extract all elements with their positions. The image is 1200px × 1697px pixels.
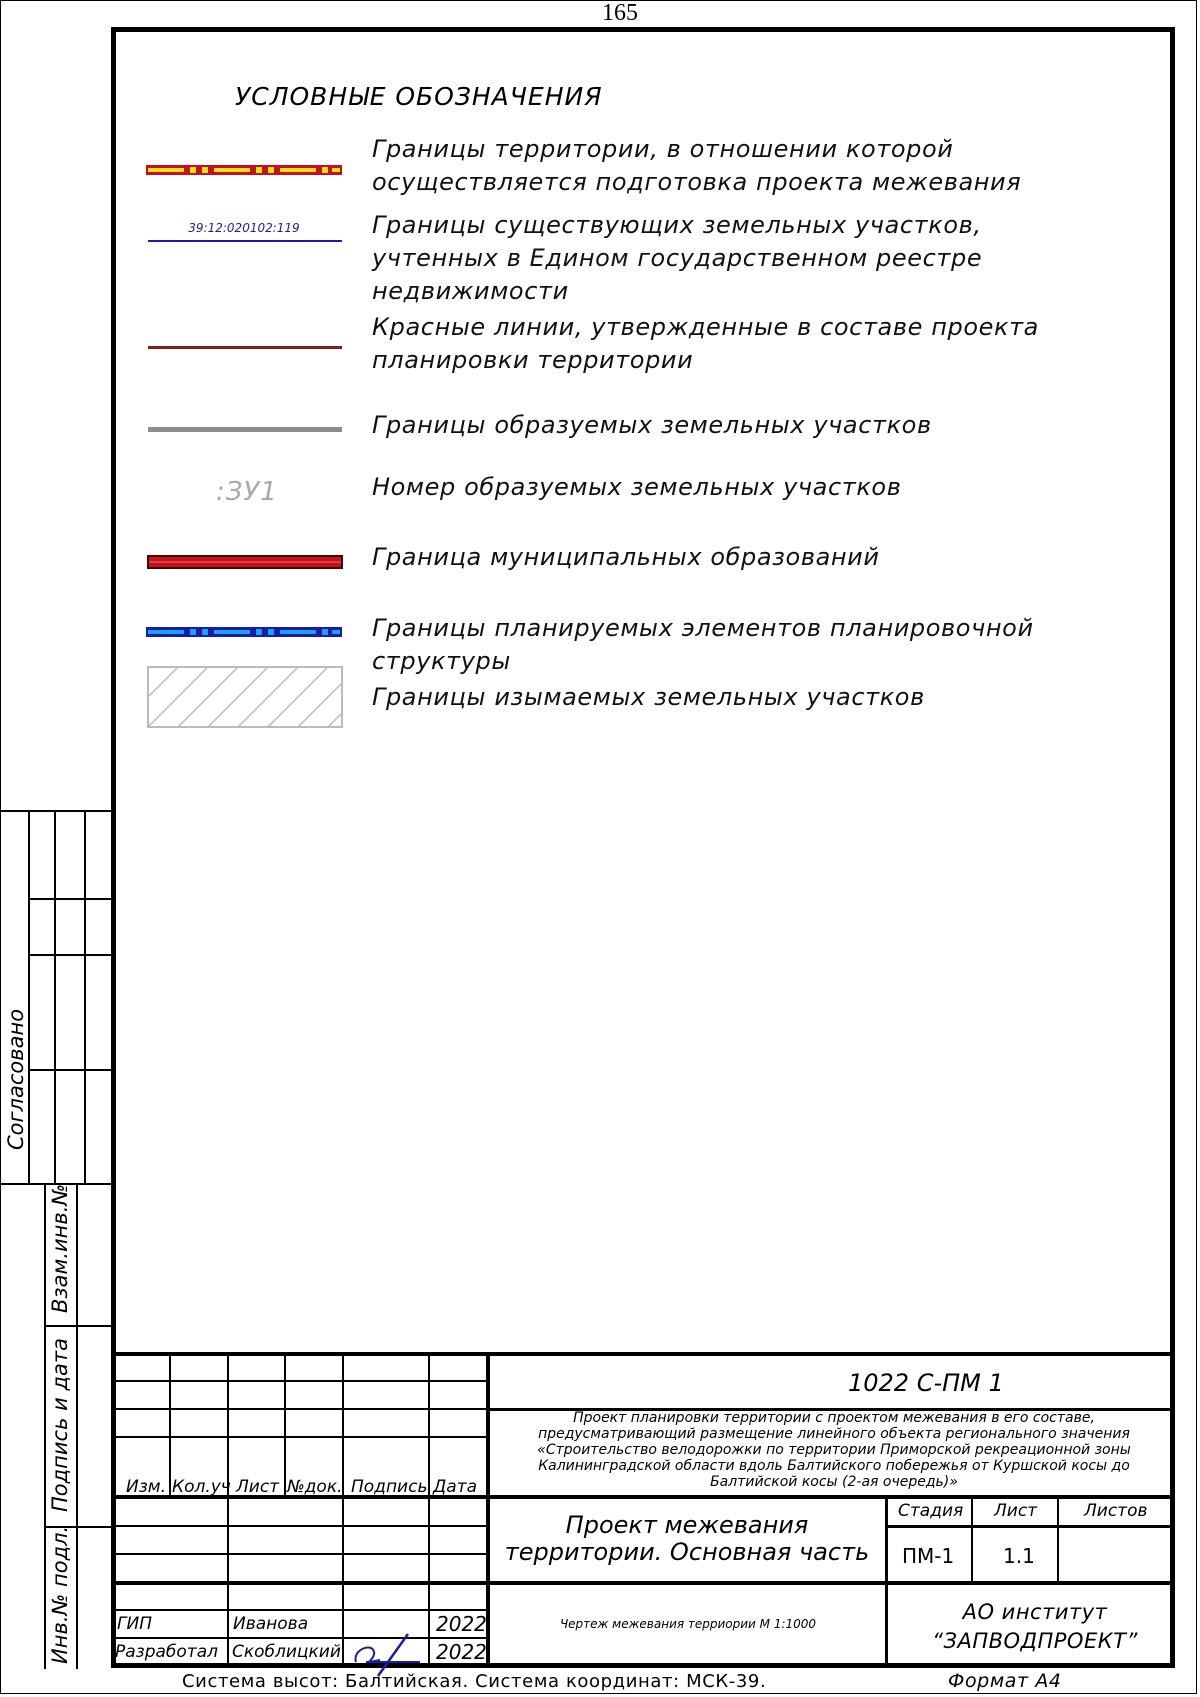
legend-item-planning-elements: Границы планируемых элементов планировочной структуры (372, 614, 1034, 675)
planning-elements-symbol (146, 626, 342, 638)
sheet-value: 1.1 (1003, 1544, 1035, 1568)
hdr-izm: Изм. (126, 1477, 166, 1497)
signer-name-dev: Скоблицкий (232, 1642, 341, 1662)
hdr-data: Дата (433, 1477, 478, 1497)
legend-item-territory-boundary: Границы территории, в отношении которой осуществляется подготовка проекта межевания (372, 135, 1022, 196)
withdrawn-plots-symbol (147, 666, 343, 728)
doc-title: Проект межевания территории. Основная часть (504, 1511, 870, 1566)
legend-item-formed-plots: Границы образуемых земельных участков (372, 411, 932, 439)
signer-role-gip: ГИП (117, 1614, 152, 1634)
replaced-inv-label: Взам.инв.№ (48, 1183, 72, 1313)
plot-number-sample: :ЗУ1 (216, 477, 278, 507)
legend-item-plot-number: Номер образуемых земельных участков (372, 473, 902, 501)
project-description: Проект планировки территории с проектом межевания в его составе, предусматривающий размещение линейного объекта регионального значения «Строительство велодорожки по территории Приморской рекреационной зоны Калининградской области вдоль Балтийского побережья от Куршской косы до Балтийской косы (2-ая очередь)» (537, 1410, 1131, 1490)
footer-format: Формат А4 (948, 1670, 1062, 1692)
stage-value: ПМ-1 (902, 1544, 955, 1568)
municipal-boundary-symbol (147, 555, 343, 569)
signer-name-gip: Иванова (233, 1614, 309, 1634)
footer-systems: Система высот: Балтийская. Система координат: МСК-39. (182, 1671, 767, 1692)
signature-date-label: Подпись и дата (48, 1338, 72, 1512)
legend-item-withdrawn-plots: Границы изымаемых земельных участков (372, 683, 925, 711)
signer-year-dev: 2022 (436, 1640, 487, 1664)
hdr-n-dok: №док. (287, 1477, 343, 1497)
stage-header: Стадия (898, 1501, 964, 1521)
existing-plots-symbol (148, 240, 342, 242)
agreed-label: Согласовано (4, 1008, 28, 1150)
doc-code: 1022 С-ПМ 1 (848, 1369, 1004, 1397)
legend-title: УСЛОВНЫЕ ОБОЗНАЧЕНИЯ (235, 82, 603, 111)
legend-item-existing-plots: Границы существующих земельных участков, учтенных в Едином государственном реестре недвижимости (372, 211, 983, 305)
legend-item-red-lines: Красные линии, утвержденные в составе проекта планировки территории (372, 313, 1039, 374)
formed-plots-symbol (148, 427, 342, 432)
organization: АО институт “ЗАПВОДПРОЕКТ” (932, 1600, 1138, 1653)
signer-role-dev: Разработал (115, 1642, 218, 1662)
signer-year-gip: 2022 (436, 1612, 487, 1636)
hdr-podpis: Подпись (351, 1477, 428, 1497)
red-lines-symbol (148, 346, 342, 349)
cadastral-number-sample: 39:12:020102:119 (188, 221, 300, 235)
legend-item-municipal-boundary: Граница муниципальных образований (372, 543, 880, 571)
hdr-kol-uch: Кол.уч (172, 1477, 231, 1497)
sheets-header: Листов (1084, 1501, 1148, 1521)
territory-boundary-symbol (146, 163, 342, 177)
sheet-header: Лист (994, 1501, 1038, 1521)
inv-original-label: Инв.№ подл. (48, 1525, 72, 1664)
hdr-list: Лист (236, 1477, 280, 1497)
page-number: 165 (602, 0, 638, 26)
drawing-name: Чертеж межевания терриории М 1:1000 (559, 1617, 817, 1631)
